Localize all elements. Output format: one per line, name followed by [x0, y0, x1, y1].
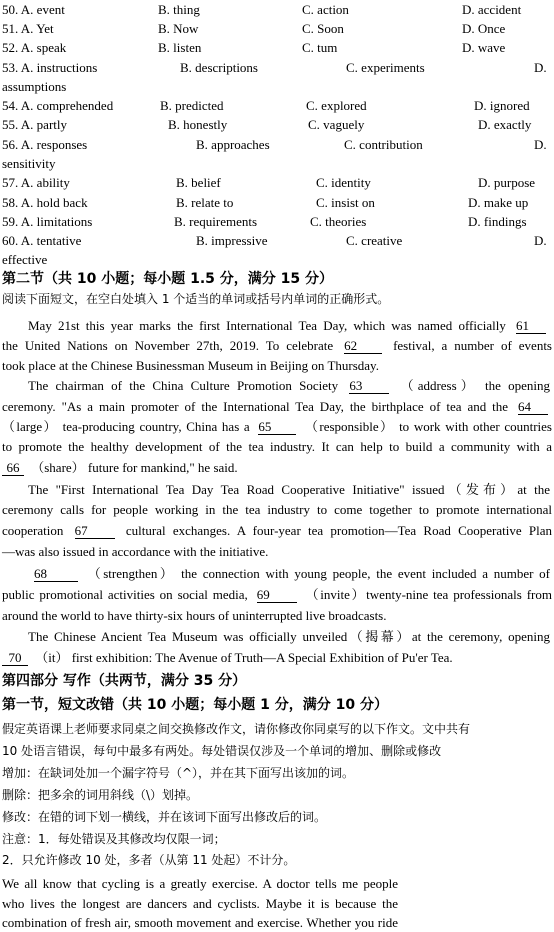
note-line: 注意：1．每处错误及其修改均仅限一词；	[2, 832, 226, 846]
option-row-continued	[0, 250, 554, 269]
passage-line: ceremony. "As a main promoter of the International Tea Day, the birthplace of tea and the 64	[2, 397, 552, 416]
option-row	[0, 193, 554, 212]
option-row	[0, 58, 554, 77]
option-d: D.	[534, 60, 547, 75]
section-instruction: 阅读下面短文，在空白处填入 1 个适当的单词或括号内单词的正确形式。	[2, 292, 390, 306]
option-row	[0, 212, 554, 231]
option-a: 58. A. hold back	[2, 195, 88, 210]
passage-line: 66 （share） future for mankind," he said.	[2, 458, 552, 477]
blank-65: 65	[258, 419, 296, 435]
passage-line: —was also issued in accordance with the initiative.	[2, 544, 269, 559]
option-d-text: assumptions	[2, 79, 67, 94]
option-row	[0, 173, 554, 192]
option-a: 60. A. tentative	[2, 233, 82, 248]
option-b: B. relate to	[176, 195, 234, 210]
option-b: B. approaches	[196, 137, 270, 152]
option-d-text: sensitivity	[2, 156, 56, 171]
option-c: C. creative	[346, 233, 403, 248]
blank-64: 64	[518, 399, 548, 415]
option-b: B. listen	[158, 40, 202, 55]
option-a: 55. A. partly	[2, 117, 67, 132]
option-row	[0, 135, 554, 154]
option-b: B. thing	[158, 2, 200, 17]
option-c: C. identity	[316, 175, 371, 190]
option-b: B. descriptions	[180, 60, 258, 75]
option-b: B. honestly	[168, 117, 228, 132]
option-row-continued	[0, 77, 554, 96]
passage-line: to promote the healthy development of the tea industry. It can help to build a community with a	[2, 439, 552, 454]
passage-line: ceremony calls for people working in the tea industry to come together to promote international	[2, 502, 552, 517]
passage-line: cooperation 67 cultural exchanges. A four-year tea promotion—Tea Road Cooperative Plan	[2, 523, 552, 538]
option-row	[0, 96, 554, 115]
passage-line: the United Nations on November 27th, 2019. To celebrate 62 festival, a number of events	[2, 338, 552, 353]
passage-line: 70 （it） first exhibition: The Avenue of Truth—A Special Exhibition of Pu'er Tea.	[2, 648, 552, 667]
blank-63: 63	[349, 378, 389, 394]
option-c: C. experiments	[346, 60, 425, 75]
blank-69: 69	[257, 587, 297, 603]
passage-line: around the world to have thirty-six hours of uninterrupted live broadcasts.	[2, 608, 387, 623]
blank-70: 70	[2, 650, 28, 666]
option-a: 54. A. comprehended	[2, 98, 114, 113]
option-d: D. wave	[462, 40, 506, 55]
option-d: D. ignored	[474, 98, 530, 113]
option-d-text: effective	[2, 252, 48, 267]
note-line: 2．只允许修改 10 处，多者（从第 11 处起）不计分。	[2, 853, 296, 867]
option-row	[0, 19, 554, 38]
option-row	[0, 231, 554, 250]
passage-line: May 21st this year marks the first International Tea Day, which was named officially 61	[0, 316, 550, 335]
blank-67: 67	[75, 523, 115, 539]
option-d: D. findings	[468, 214, 527, 229]
option-c: C. theories	[310, 214, 367, 229]
instruction-line: 删除：把多余的词用斜线（\）划掉。	[2, 788, 199, 802]
option-a: 53. A. instructions	[2, 60, 98, 75]
blank-61: 61	[516, 318, 546, 334]
option-row	[0, 38, 554, 57]
passage-line: public promotional activities on social media, 69 （invite）twenty-nine tea professionals from	[2, 587, 552, 602]
option-c: C. vaguely	[308, 117, 365, 132]
essay-line: We all know that cycling is a greatly exercise. A doctor tells me people	[2, 876, 398, 891]
section-heading: 第一节，短文改错（共 10 小题；每小题 1 分，满分 10 分）	[2, 697, 388, 713]
part-heading: 第四部分 写作（共两节，满分 35 分）	[2, 673, 247, 689]
option-row-continued	[0, 154, 554, 173]
option-a: 57. A. ability	[2, 175, 70, 190]
option-a: 50. A. event	[2, 2, 65, 17]
option-c: C. explored	[306, 98, 367, 113]
option-c: C. action	[302, 2, 349, 17]
option-d: D. accident	[462, 2, 522, 17]
blank-66: 66	[2, 460, 24, 476]
passage-line: 68 （strengthen） the connection with young people, the event included a number of	[34, 566, 550, 581]
option-d: D. Once	[462, 21, 506, 36]
instruction-line: 10 处语言错误，每句中最多有两处。每处错误仅涉及一个单词的增加、删除或修改	[2, 744, 442, 758]
option-d: D.	[534, 233, 547, 248]
blank-68: 68	[34, 566, 78, 582]
option-b: B. impressive	[196, 233, 268, 248]
passage-line: The chairman of the China Culture Promotion Society 63 （address） the opening	[28, 378, 551, 393]
option-d: D. make up	[468, 195, 529, 210]
option-row	[0, 115, 554, 134]
option-d: D. purpose	[478, 175, 536, 190]
option-c: C. Soon	[302, 21, 344, 36]
option-b: B. requirements	[174, 214, 258, 229]
option-row	[0, 0, 554, 19]
essay-line: who lives the longest are dancers and cyclists. Maybe it is because the	[2, 896, 398, 911]
passage-line: The Chinese Ancient Tea Museum was officially unveiled（揭幕）at the ceremony, opening	[28, 629, 550, 644]
instruction-line: 增加：在缺词处加一个漏字符号（^），并在其下面写出该加的词。	[2, 766, 355, 780]
section-heading: 第二节（共 10 小题；每小题 1.5 分，满分 15 分）	[2, 271, 334, 287]
option-b: B. belief	[176, 175, 221, 190]
option-c: C. tum	[302, 40, 338, 55]
option-a: 51. A. Yet	[2, 21, 54, 36]
passage-line: （large） tea-producing country, China has a 65 （responsible） to work with other countries	[2, 419, 552, 434]
essay-line: combination of fresh air, smooth movement and exercise. Whether you ride	[2, 915, 398, 930]
passage-line: took place at the Chinese Businessman Museum in Beijing on Thursday.	[2, 358, 379, 373]
option-b: B. predicted	[160, 98, 224, 113]
option-b: B. Now	[158, 21, 199, 36]
option-d: D. exactly	[478, 117, 532, 132]
blank-62: 62	[344, 338, 382, 354]
option-c: C. contribution	[344, 137, 423, 152]
option-c: C. insist on	[316, 195, 375, 210]
option-a: 56. A. responses	[2, 137, 88, 152]
instruction-line: 修改：在错的词下划一横线，并在该词下面写出修改后的词。	[2, 810, 327, 824]
instruction-line: 假定英语课上老师要求同桌之间交换修改作文，请你修改你同桌写的以下作文。文中共有	[2, 722, 471, 736]
option-a: 52. A. speak	[2, 40, 67, 55]
passage-line: The "First International Tea Day Tea Road Cooperative Initiative" issued（发布）at the	[28, 482, 550, 497]
option-a: 59. A. limitations	[2, 214, 93, 229]
option-d: D.	[534, 137, 547, 152]
